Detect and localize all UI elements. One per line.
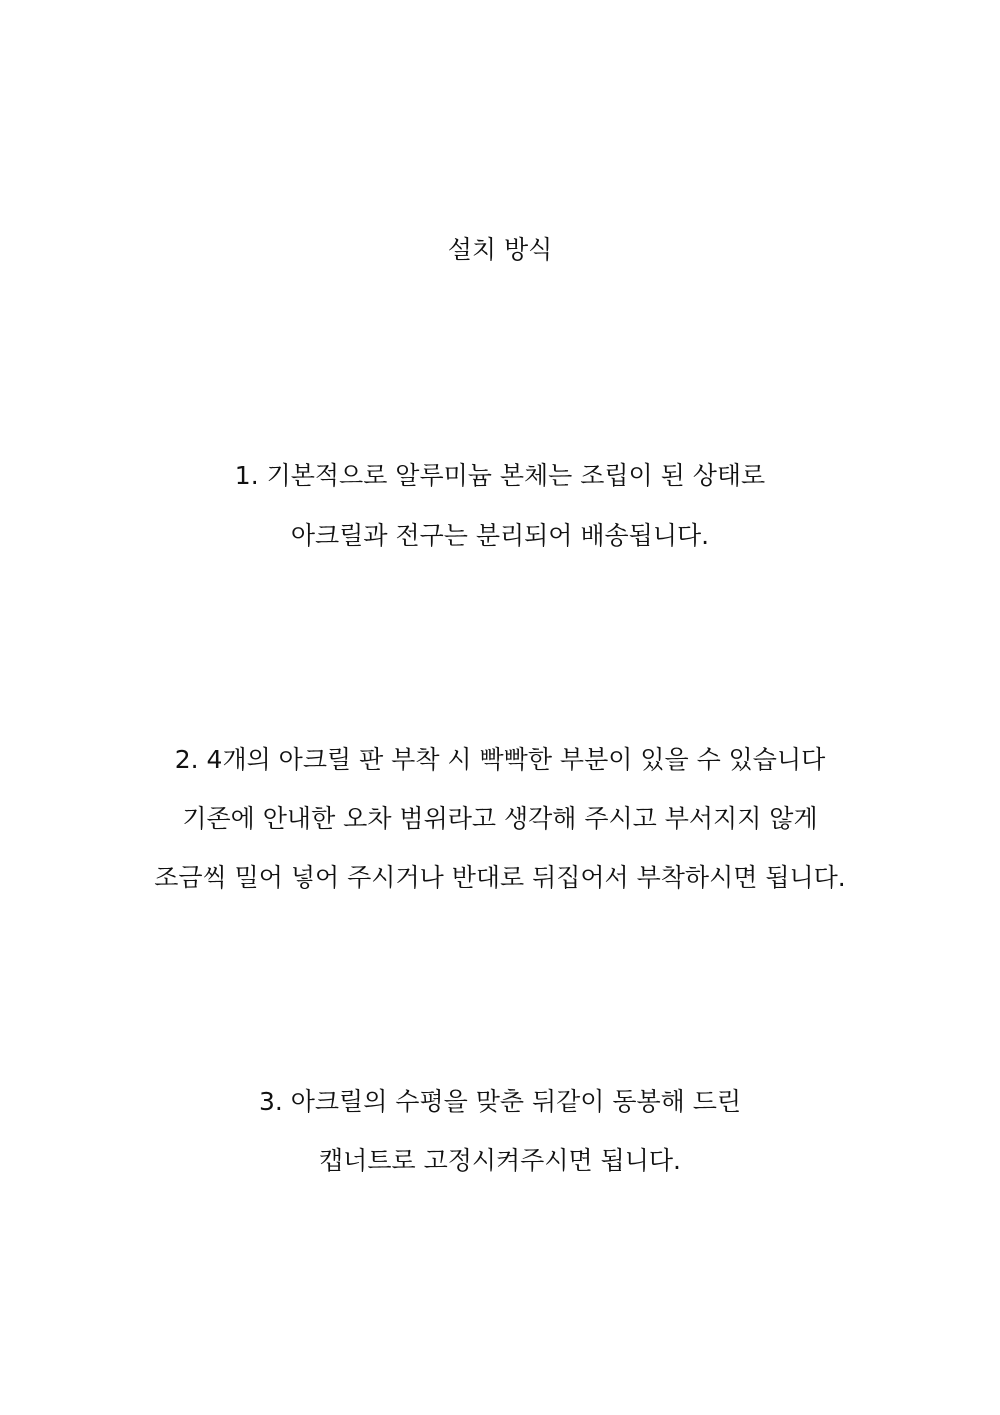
instruction-line: 아크릴과 전구는 분리되어 배송됩니다.: [290, 521, 710, 550]
instruction-line: 기존에 안내한 오차 범위라고 생각해 주시고 부서지지 않게: [182, 804, 818, 833]
instruction-line: 캡너트로 고정시켜주시면 됩니다.: [319, 1146, 681, 1175]
instruction-line: 1. 기본적으로 알루미늄 본체는 조립이 된 상태로: [234, 461, 766, 490]
instruction-line: 조금씩 밀어 넣어 주시거나 반대로 뒤집어서 부착하시면 됩니다.: [154, 863, 846, 892]
instruction-line: 3. 아크릴의 수평을 맞춘 뒤같이 동봉해 드린: [258, 1087, 742, 1116]
page-title: 설치 방식: [447, 235, 553, 264]
instruction-line: 2. 4개의 아크릴 판 부착 시 빡빡한 부분이 있을 수 있습니다: [174, 745, 826, 774]
